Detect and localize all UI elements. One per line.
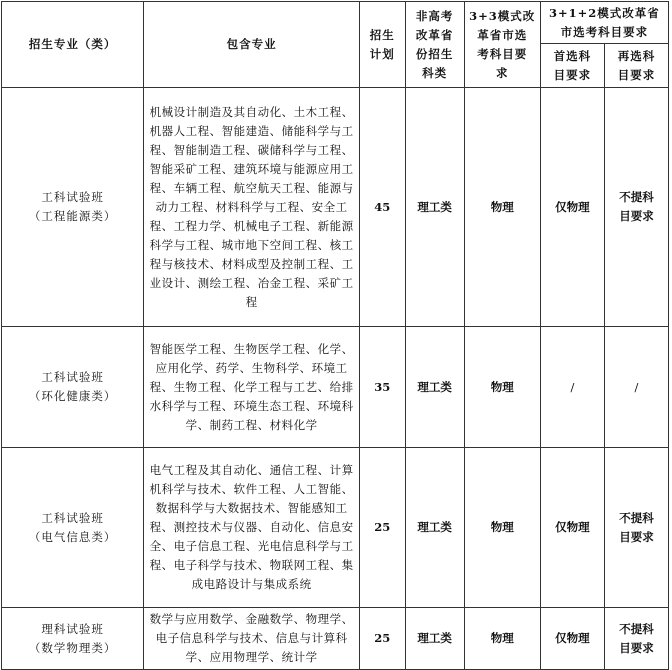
- row-category-name: 工科试验班: [41, 510, 104, 525]
- header-reform-33-line-4: 求: [495, 65, 509, 80]
- row-reform-33: 物理: [464, 448, 540, 608]
- row-non-reform: 理工类: [405, 448, 464, 608]
- row-quota: 45: [359, 88, 405, 327]
- header-non-reform-line-1: 非高考: [415, 8, 454, 23]
- header-non-reform: [405, 2, 464, 88]
- row-second-choice-line-2: 目要求: [619, 529, 654, 544]
- row-category-name: 理科试验班: [41, 621, 104, 636]
- row-first-choice: 仅物理: [540, 608, 604, 670]
- header-reform-312-line-1: 3+1+2模式改革省: [549, 5, 660, 20]
- header-reform-312: [540, 2, 668, 44]
- row-second-choice-line-1: 不提科: [619, 190, 654, 204]
- header-non-reform-line-4: 科类: [422, 65, 448, 80]
- header-second-choice: [604, 44, 668, 88]
- row-second-choice-line-1: 不提科: [619, 621, 654, 636]
- row-second-choice: [604, 88, 668, 327]
- header-second-choice-line-2: 目要求: [617, 67, 656, 82]
- header-reform-33-line-3: 考科目要: [477, 46, 528, 61]
- header-non-reform-line-2: 改革省: [415, 27, 454, 42]
- header-non-reform-line-3: 份招生: [415, 46, 454, 61]
- header-second-choice-line-1: 再选科: [617, 48, 656, 63]
- header-quota-line-2: 计划: [369, 46, 395, 61]
- row-first-choice: 仅物理: [540, 88, 604, 327]
- table-row: [2, 608, 669, 670]
- row-non-reform: 理工类: [405, 88, 464, 327]
- header-first-choice-line-2: 目要求: [553, 67, 592, 82]
- row-non-reform: 理工类: [405, 608, 464, 670]
- header-quota: [359, 2, 405, 88]
- header-row-top: [2, 2, 669, 44]
- row-second-choice: [604, 608, 668, 670]
- row-second-choice: /: [604, 327, 668, 448]
- row-category-type: （电气信息类）: [28, 529, 117, 544]
- header-first-choice: [540, 44, 604, 88]
- header-majors: 包含专业: [144, 2, 360, 88]
- header-reform-312-line-2: 市选考科目要求: [560, 24, 649, 39]
- row-category: [2, 608, 144, 670]
- table-row: [2, 88, 669, 327]
- header-reform-33: [464, 2, 540, 88]
- header-first-choice-line-1: 首选科: [553, 48, 592, 63]
- row-category-type: （工程能源类）: [28, 209, 117, 223]
- row-reform-33: 物理: [464, 327, 540, 448]
- row-first-choice: /: [540, 327, 604, 448]
- row-non-reform: 理工类: [405, 327, 464, 448]
- row-category: [2, 448, 144, 608]
- table-row: [2, 327, 669, 448]
- row-category: [2, 88, 144, 327]
- header-reform-33-line-1: 3+3模式改: [469, 8, 536, 23]
- row-second-choice-line-2: 目要求: [619, 209, 654, 223]
- admissions-table: [1, 1, 669, 670]
- row-category-type: （环化健康类）: [28, 389, 117, 403]
- row-reform-33: 物理: [464, 608, 540, 670]
- row-category-name: 工科试验班: [41, 370, 104, 384]
- table-row: [2, 448, 669, 608]
- row-majors: 智能医学工程、生物医学工程、化学、应用化学、药学、生物科学、环境工程、生物工程、化学工程与工艺、给排水科学与工程、环境生态工程、环境科学、制药工程、材料化学: [144, 327, 360, 448]
- row-quota: 35: [359, 327, 405, 448]
- row-quota: 25: [359, 448, 405, 608]
- row-second-choice-line-2: 目要求: [619, 640, 654, 655]
- row-first-choice: 仅物理: [540, 448, 604, 608]
- row-category-type: （数学物理类）: [28, 640, 117, 655]
- row-category-name: 工科试验班: [41, 190, 104, 204]
- header-quota-line-1: 招生: [369, 27, 395, 42]
- row-second-choice-line-1: 不提科: [619, 510, 654, 525]
- header-category: 招生专业（类）: [2, 2, 144, 88]
- header-reform-33-line-2: 革省市选: [477, 27, 528, 42]
- row-majors: 电气工程及其自动化、通信工程、计算机科学与技术、软件工程、人工智能、数据科学与大数据技术、智能感知工程、测控技术与仪器、自动化、信息安全、电子信息工程、光电信息科学与工程、电子科学与技术、物联网工程、集成电路设计与集成系统: [144, 448, 360, 608]
- row-reform-33: 物理: [464, 88, 540, 327]
- row-quota: 25: [359, 608, 405, 670]
- row-majors: 数学与应用数学、金融数学、物理学、电子信息科学与技术、信息与计算科学、应用物理学、统计学: [144, 608, 360, 670]
- row-majors: 机械设计制造及其自动化、土木工程、机器人工程、智能建造、储能科学与工程、智能制造工程、碳储科学与工程、智能采矿工程、建筑环境与能源应用工程、车辆工程、航空航天工程、能源与动力工程、材料科学与工程、安全工程、工程力学、机械电子工程、新能源科学与工程、城市地下空间工程、核工程与核技术、材料成型及控制工程、工业设计、测绘工程、冶金工程、采矿工程: [144, 88, 360, 327]
- row-category: [2, 327, 144, 448]
- row-second-choice: [604, 448, 668, 608]
